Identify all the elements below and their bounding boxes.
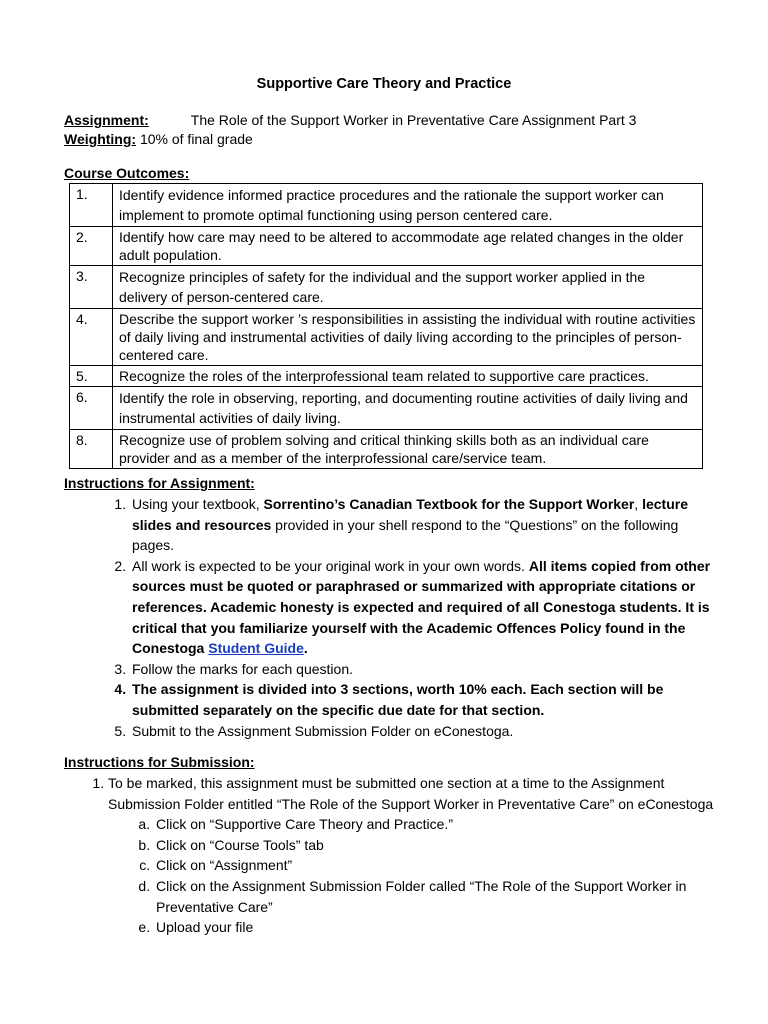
assignment-label: Assignment: — [64, 112, 149, 128]
assignment-line — [64, 112, 636, 128]
outcome-number: 6. — [70, 387, 113, 430]
submission-list — [86, 773, 728, 938]
list-item — [130, 494, 720, 556]
student-guide-link[interactable]: Student Guide — [208, 640, 304, 657]
list-item: c. Click on “Assignment” — [154, 855, 728, 876]
academic-honesty-text: All items copied from other sources must be quoted or paraphrased or summarized with appropriate citations or references. Academic honesty is expected and required of all Conestoga students. It is critical that you familiarize yourself with the Academic Offences Policy found in the Conestoga — [132, 557, 711, 657]
course-outcomes-heading: Course Outcomes: — [64, 165, 190, 181]
outcome-number: 2. — [70, 227, 113, 266]
list-item: 5. Submit to the Assignment Submission Folder on eConestoga. — [130, 721, 720, 742]
table-row — [70, 309, 703, 366]
list-item: 4. The assignment is divided into 3 sections, worth 10% each. Each section will be submitted separately on the specific due date for that section. — [130, 679, 720, 720]
table-row — [70, 227, 703, 266]
list-item: a. Click on “Supportive Care Theory and Practice.” — [154, 814, 728, 835]
course-outcomes-table — [69, 183, 703, 469]
outcome-number: 4. — [70, 309, 113, 366]
submission-steps — [108, 814, 728, 938]
outcome-text: Recognize use of problem solving and critical thinking skills both as an individual care provider and as a member of the interprofessional care/service team. — [113, 430, 703, 469]
weighting-line — [64, 131, 253, 147]
table-row — [70, 184, 703, 227]
outcome-number: 1. — [70, 184, 113, 227]
table-row — [70, 366, 703, 387]
table-row — [70, 266, 703, 309]
list-item — [108, 773, 728, 938]
submission-heading: Instructions for Submission: — [64, 754, 255, 770]
resources-text: lecture slides and resources — [132, 496, 688, 533]
instructions-list — [108, 494, 720, 741]
outcome-text: Identify how care may need to be altered to accommodate age related changes in the older adult population. — [113, 227, 703, 266]
table-row — [70, 430, 703, 469]
outcome-text: Identify evidence informed practice procedures and the rationale the support worker can implement to promote optimal functioning using person centered care. — [113, 184, 703, 227]
list-item: b. Click on “Course Tools” tab — [154, 835, 728, 856]
submission-text: To be marked, this assignment must be submitted one section at a time to the Assignment Submission Folder entitled “The Role of the Support Worker in Preventative Care” on eConestoga — [108, 775, 714, 812]
instruction-text: . — [303, 640, 308, 657]
assignment-value: The Role of the Support Worker in Preventative Care Assignment Part 3 — [190, 112, 637, 128]
outcome-number: 3. — [70, 266, 113, 309]
outcome-text: Recognize the roles of the interprofessional team related to supportive care practices. — [113, 366, 703, 387]
textbook-title: Sorrentino’s Canadian Textbook for the Support Worker — [263, 496, 635, 512]
outcome-text: Recognize principles of safety for the individual and the support worker applied in the delivery of person-centered care. — [113, 266, 703, 309]
instruction-text: Using your textbook, — [132, 496, 264, 512]
instruction-text: provided in your shell respond to the “Questions” on the following pages. — [132, 516, 679, 554]
weighting-label: Weighting: — [64, 131, 137, 147]
instructions-heading: Instructions for Assignment: — [64, 475, 255, 491]
document-title: Supportive Care Theory and Practice — [256, 76, 512, 92]
instruction-text: All work is expected to be your original work in your own words. — [132, 557, 529, 574]
outcome-number: 8. — [70, 430, 113, 469]
outcome-number: 5. — [70, 366, 113, 387]
list-item: d. Click on the Assignment Submission Folder called “The Role of the Support Worker in Preventative Care” — [154, 876, 728, 917]
table-row — [70, 387, 703, 430]
list-item: e. Upload your file — [154, 917, 728, 938]
instruction-text: , — [634, 496, 643, 512]
list-item — [130, 556, 720, 659]
weighting-value: 10% of final grade — [136, 131, 253, 147]
outcome-text: Identify the role in observing, reporting, and documenting routine activities of daily living and instrumental activities of daily living. — [113, 387, 703, 430]
list-item: 3. Follow the marks for each question. — [130, 659, 720, 680]
outcome-text: Describe the support worker ’s responsibilities in assisting the individual with routine activities of daily living and instrumental activities of daily living according to the principles of person-centered care. — [113, 309, 703, 366]
